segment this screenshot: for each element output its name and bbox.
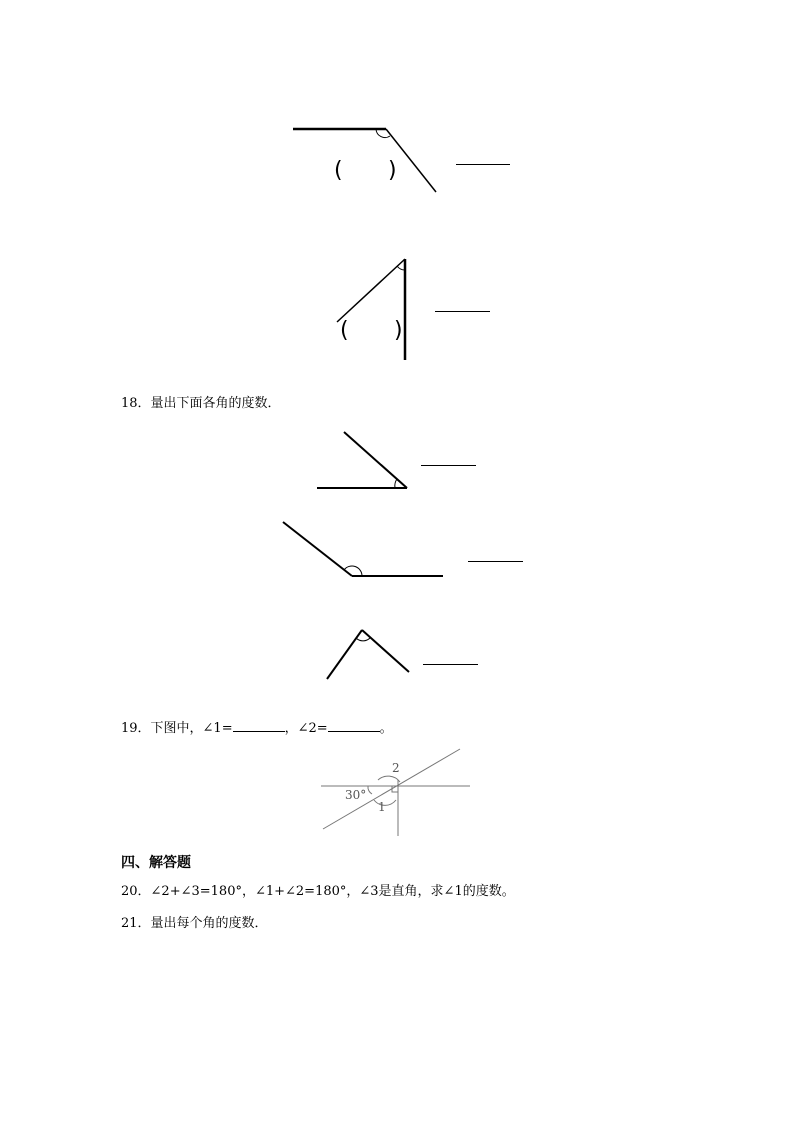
question-18-text: 18．量出下面各角的度数．	[121, 396, 281, 411]
angle-figure-18c	[327, 630, 409, 679]
label-30-degrees: 30°	[345, 788, 367, 802]
answer-line-2[interactable]	[435, 311, 490, 312]
question-19-text	[121, 719, 393, 737]
q19-prefix: 19．下图中，∠1=	[121, 721, 233, 736]
answer-line-1[interactable]	[456, 164, 510, 165]
answer-paren-left-2: (	[340, 318, 349, 343]
answer-line-18c[interactable]	[423, 664, 478, 665]
answer-line-18a[interactable]	[421, 465, 476, 466]
q19-suffix: 。	[379, 721, 393, 736]
answer-paren-right-2: )	[394, 318, 403, 343]
answer-line-18b[interactable]	[468, 561, 523, 562]
angle-figure-18a	[317, 432, 407, 488]
section-4-title: 四、解答题	[121, 855, 191, 871]
angle-figure-18b	[283, 522, 443, 576]
angle2-blank[interactable]	[328, 719, 380, 732]
angle-figure-2	[337, 259, 405, 360]
label-angle-2: 2	[392, 761, 400, 775]
question-20-text: 20．∠2+∠3=180°，∠1+∠2=180°，∠3是直角，求∠1的度数。	[121, 884, 515, 899]
answer-paren-right-1: )	[388, 158, 397, 183]
label-angle-1: 1	[378, 800, 386, 814]
q19-mid: ，∠2=	[284, 721, 328, 736]
question-21-text: 21．量出每个角的度数．	[121, 916, 268, 931]
angle-figure-1	[293, 129, 436, 192]
answer-paren-left-1: (	[334, 158, 343, 183]
angle1-blank[interactable]	[233, 719, 285, 732]
